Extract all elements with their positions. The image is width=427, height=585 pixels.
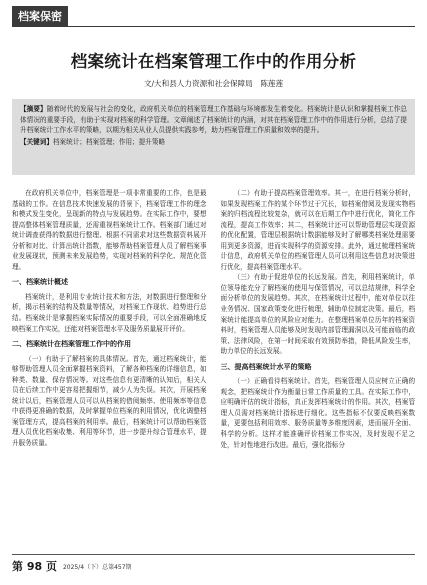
body-columns <box>12 188 415 544</box>
section-heading: 二、档案统计在档案管理工作中的作用 <box>12 340 131 349</box>
footer-rule <box>12 554 415 555</box>
paragraph: （三）有助于促进单位的长远发展。首先，利用档案统计，单位领导能充分了解档案的使用与保管情况，可以总结规律，科学全面分析单位的发展趋势。其次，在档案统计过程中，能对单位以往业务情况、国家政策变化进行梳理，辅助单位制定决策。最后，档案统计能提高单位的风险应对能力。在整理档案单位历年的档案资料时，档案管理人员能够及时发现内部管理漏洞以及可能面临的政策、法律风险，在第一时间采取有效预防举措，降低风险发生率，助力单位的长远发展。 <box>220 273 415 356</box>
keywords-text: 档案统计；档案管理；作用；提升策略 <box>52 137 166 146</box>
abstract-text: 随着时代的发展与社会的变化，政府机关单位的档案管理工作基础与环境都发生着变化。档案统计是认识和掌握档案工作总体情况的重要手段，有助于实现对档案的科学管理。文章阐述了档案统计的内涵，对其在档案管理工作中的作用进行分析，总结了提升档案统计工作水平的策略，以期为相关从业人员提供实践参考，助力档案管理工作质量和效率的提升。 <box>20 105 408 135</box>
abstract <box>20 104 407 136</box>
top-rule <box>12 26 415 27</box>
paragraph: 档案统计，是利用专业统计技术和方法，对数据进行整理和分析，揭示档案的结构及数量等情况，对档案工作现状、趋势进行总结。档案统计是掌握档案实际情况的重要手段，可以全面准确地反映档案工作实况，还能对档案管理水平及服务质量展开评价。 <box>12 292 207 333</box>
page-number: 第 98 页 <box>12 560 57 573</box>
article-title: 档案统计在档案管理工作中的作用分析 <box>70 52 357 71</box>
right-column <box>221 188 416 544</box>
keywords-label: 【关键词】 <box>20 137 53 146</box>
abstract-box <box>12 99 415 175</box>
footer <box>12 558 132 574</box>
section-heading: 三、提高档案统计水平的策略 <box>220 362 312 371</box>
paragraph: 在政府机关单位中，档案管理是一项非常重要的工作，也是最基础的工作。在信息技术快速发展的背景下，档案管理工作的理念和模式发生变化，呈现新的特点与发展趋势。在实际工作中，要想提高整体档案管理质量，还需重视档案统计工作。档案部门通过对统计调查获得的数据进行整理、根据不同需求对这些数据资料展开分析和对比、计算出统计指数，能够帮助档案管理人员了解档案事业发展现状，预测未来发展趋势，实现对档案的科学化、规范化管理。 <box>12 189 207 271</box>
section-heading: 一、档案统计概述 <box>12 278 68 287</box>
byline: 文/大和县人力资源和社会保障局 陈莲莲 <box>143 79 284 88</box>
abstract-label: 【摘要】 <box>20 105 47 113</box>
left-column <box>12 188 207 544</box>
paragraph: （一）有助于了解档案的具体情况。首先，通过档案统计，能够帮助管理人员全面掌握档案资料，了解各种档案的详细信息，如种类、数量、保存情况等。对这些信息有更清晰的认知后，相关人员在后续工作中更容易把握细节，减少人为失误。其次，开展档案统计以后，档案管理人员可以从档案的借阅频率、使用频率等信息中获得更准确的数据，及时掌握单位档案的利用情况，优化调整档案管理方式，提高档案的利用率。最后，档案统计可以帮助档案管理人员优化档案收集、利用等环节，进一步提升综合管理水平，提升服务质量。 <box>12 354 207 448</box>
issue-info: 2025/4（下）总第457期 <box>62 563 132 571</box>
paragraph: （一）正确看待档案统计。首先，档案管理人员应树立正确的观念，把档案统计作为衡量日常工作质量的工具。在实际工作中，应明确评估的统计指标，真正发挥档案统计的作用。其次，档案管理人员需对档案统计指标进行细化。这些指标不仅要反映档案数量，更要包括利用效率、服务质量等多维度因素，进而展开全面、科学的分析。这样才能准确评价档案工作实况，及时发现不足之处，针对性地进行改进。最后，强化指标分 <box>220 377 415 449</box>
paragraph: （二）有助于提高档案管理效率。其一，在进行档案分析时，如果发现档案工作的某个环节过于冗长，如档案借阅及发现实物档案的归档流程比较复杂，就可以在后期工作中进行优化，简化工作流程，提高工作效率；其二，档案统计还可以帮助管理层实现资源的优化配置，管理层根据统计数据能够及时了解哪类档案处理需要用到更多资源，进而实现科学的资源安排。此外，通过梳理档案统计信息，政府机关单位的档案管理人员可以利用这些信息对决策进行优化，提高档案管理水平。 <box>220 189 415 271</box>
column-tag: 档案保密 <box>12 6 68 26</box>
keywords <box>20 137 407 148</box>
